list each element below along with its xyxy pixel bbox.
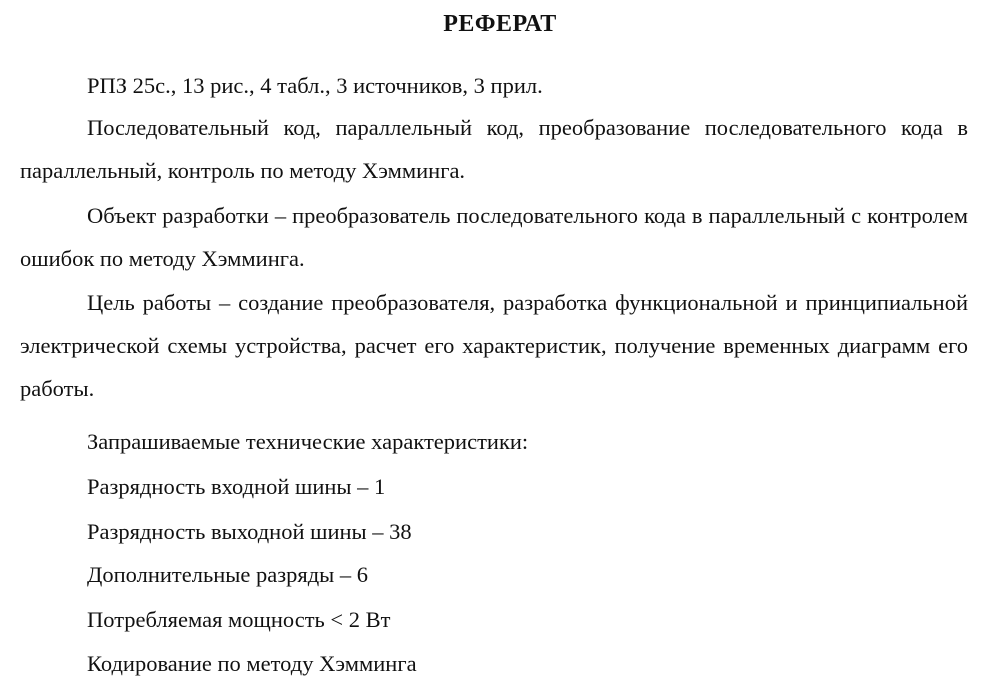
document-title: РЕФЕРАТ [443,11,557,37]
paragraph-summary: РПЗ 25с., 13 рис., 4 табл., 3 источников, 3 прил. [87,73,543,98]
requirement-output-bus: Разрядность выходной шины – 38 [87,519,412,544]
paragraph-goal: Цель работы – создание преобразователя, разработка функциональной и принципиальной электрической схемы устройства, расчет его характеристик, получение временных диаграмм его работы. [20,290,968,401]
requirement-power: Потребляемая мощность < 2 Вт [87,607,391,632]
paragraph-object: Объект разработки – преобразователь последовательного кода в параллельный с контролем ошибок по методу Хэмминга. [20,203,968,271]
paragraph-requirements-heading: Запрашиваемые технические характеристики: [87,429,529,454]
requirement-coding: Кодирование по методу Хэмминга [87,651,417,676]
requirement-input-bus: Разрядность входной шины – 1 [87,474,386,499]
paragraph-keywords: Последовательный код, параллельный код, преобразование последовательного кода в параллельный, контроль по методу Хэмминга. [20,115,968,183]
requirement-extra-bits: Дополнительные разряды – 6 [87,562,369,587]
